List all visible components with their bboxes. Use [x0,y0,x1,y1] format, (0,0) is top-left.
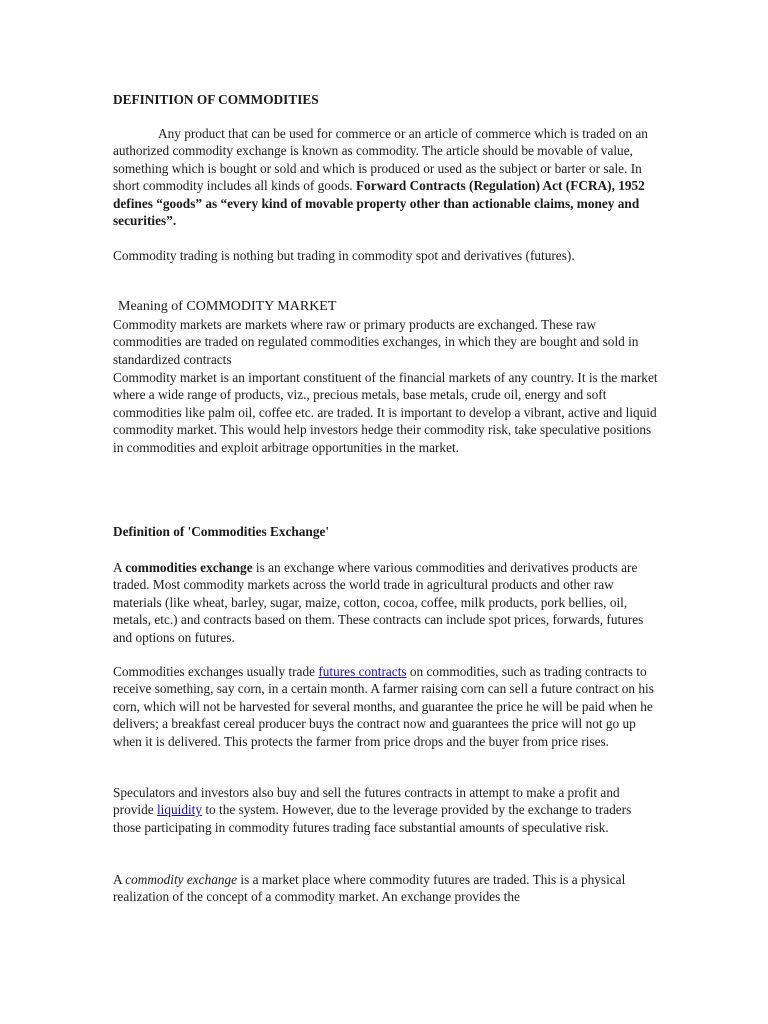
fcra-definition: Forward Contracts (Regulation) Act (FCRA), 1952 defines “goods” as “every kind of movable property other than actionable claims, money and securities”. [113,178,645,229]
heading-definition-of-commodities: DEFINITION OF COMMODITIES [113,92,319,107]
paragraph-text: is an exchange where various commodities and derivatives products are traded. Most commodity markets across the world trade in agricultural products and other raw materials (like wheat, barley, sugar, maize, cotton, cocoa, coffee, milk products, pork bellies, oil, metals, etc.) and contracts based on them. These contracts can include spot prices, forwards, futures and options on futures. [113,560,644,645]
liquidity-link[interactable]: liquidity [156,802,203,818]
paragraph-commodity-exchange [113,871,658,906]
paragraph-text: to the system. However, due to the leverage provided by the exchange to traders those participating in commodity futures trading face substantial amounts of speculative risk. [113,802,632,835]
heading-commodity-market: Meaning of COMMODITY MARKET [118,299,337,314]
paragraph-exchange-definition [113,559,658,646]
paragraph-text: on commodities, such as trading contracts to receive something, say corn, in a certain month. A farmer raising corn can sell a future contract on his corn, which will not be harvested for several months, and guarantee the price he will be paid when he delivers; a breakfast cereal producer buys the contract now and guarantees the price will not go up when it is delivered. This protects the farmer from price drops and the buyer from price rises. [113,664,654,749]
heading-commodities-exchange: Definition of 'Commodities Exchange' [113,524,330,539]
paragraph-speculators [113,784,658,836]
lead-text: A [113,872,126,887]
paragraph-market-constituent: Commodity market is an important constituent of the financial markets of any country. It is the market where a wide range of products, viz., precious metals, base metals, crude oil, energy and soft commodities like palm oil, coffee etc. are traded. It is important to develop a vibrant, active and liquid commodity market. This would help investors hedge their commodity risk, take speculative positions in commodities and exploit arbitrage opportunities in the market. [113,370,658,455]
paragraph-commodity-trading: Commodity trading is nothing but trading in commodity spot and derivatives (futures). [113,248,575,263]
paragraph-commodity-definition [113,125,658,229]
paragraph-text: Any product that can be used for commerce or an article of commerce which is traded on an authorized commodity exchange is known as commodity. The article should be movable of value, something which is bought or sold and which is produced or used as the subject or barter or sale. In short commodity includes all kinds of goods. [113,126,648,194]
lead-text: Commodities exchanges usually trade [113,664,319,679]
paragraph-text: is a market place where commodity futures are traded. This is a physical realization of the concept of a commodity market. An exchange provides the [113,872,626,905]
term-commodities-exchange: commodities exchange [125,560,253,575]
paragraph-futures-trading [113,663,658,750]
lead-text: A [113,560,126,575]
futures-contracts-link[interactable]: futures contracts [318,664,407,679]
paragraph-commodity-markets: Commodity markets are markets where raw or primary products are exchanged. These raw commodities are traded on regulated commodities exchanges, in which they are bought and sold in standardized contracts [113,317,639,367]
lead-text: Speculators and investors also buy and sell the futures contracts in attempt to make a profit and provide [113,785,620,818]
term-commodity-exchange: commodity exchange [125,872,238,887]
